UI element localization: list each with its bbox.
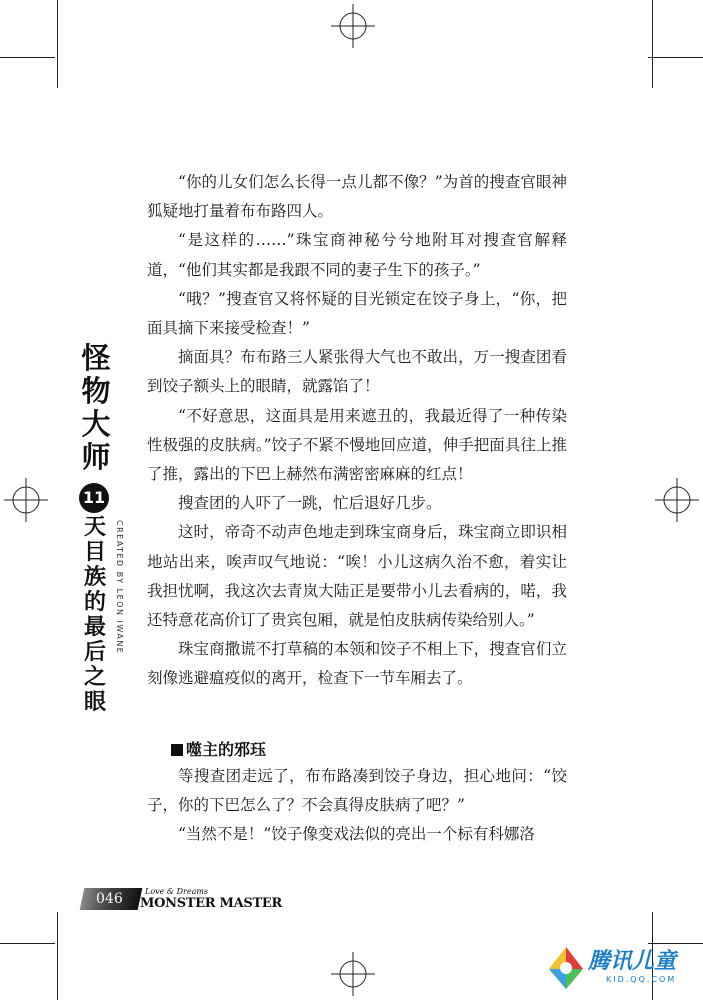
series-name: MONSTER MASTER [140,896,282,911]
registration-mark-top-icon [331,4,375,48]
paragraph: “你的儿女们怎么长得一点儿都不像？”为首的搜查官眼神狐疑地打量着布布路四人。 [147,173,567,221]
registration-mark-left-icon [4,478,48,522]
volume-badge: 11 [79,483,109,513]
square-bullet-icon [171,744,183,756]
book-title: 怪物大师 [81,341,111,474]
section-heading [147,738,567,762]
crop-mark [57,912,58,1000]
paragraph: “不好意思，这面具是用来遮丑的，我最近得了一种传染性极强的皮肤病。”饺子不紧不慢地回应道，伸手把面具往上推了推，露出的下巴上赫然布满密密麻麻的红点！ [147,406,567,484]
paragraph: 等搜查团走远了，布布路凑到饺子身边，担心地问：“饺子，你的下巴怎么了？不会真得皮肤病了吧？” [147,766,567,814]
paragraph: 搜查团的人吓了一跳，忙后退好几步。 [178,494,442,513]
crop-mark [0,943,55,944]
crop-mark [648,57,703,58]
qq-kids-logo-icon [547,945,585,991]
crop-mark [652,0,653,88]
paragraph: “是这样的……”珠宝商神秘兮兮地附耳对搜查官解释道，“他们其实都是我跟不同的妻子生下的孩子。” [147,231,567,279]
paragraph: 摘面具？布布路三人紧张得大气也不敢出，万一搜查团看到饺子额头上的眼睛，就露馅了！ [147,348,567,396]
page-number: 046 [96,891,123,907]
paragraph: “哦？”搜查官又将怀疑的目光锁定在饺子身上，“你，把面具摘下来接受检查！” [147,289,567,338]
registration-mark-right-icon [655,478,699,522]
paragraph: 珠宝商撒谎不打草稿的本领和饺子不相上下，搜查官们立刻像逃避瘟疫似的离开，检查下一节车厢去了。 [147,640,567,688]
paragraph: 这时，帝奇不动声色地走到珠宝商身后，珠宝商立即识相地站出来，唉声叹气地说：“唉！小儿这病久治不愈，着实让我担忧啊，我这次去青岚大陆正是要带小儿去看病的，喏，我还特意花高价订了贵宾包厢，就是怕皮肤病传染给别人。” [147,523,567,630]
section-heading-text: 噬主的邪珏 [186,739,267,759]
watermark-url: KID.QQ.COM [606,975,677,984]
series-tagline: Love & Dreams [145,887,209,896]
body-text [147,168,567,849]
author-credit: CREATED BY LEON IWANE [115,520,124,655]
registration-mark-bottom-icon [331,952,375,996]
crop-mark [0,57,55,58]
crop-mark [57,0,58,88]
watermark-name: 腾讯儿童 [588,949,677,974]
book-subtitle: 天目族的最后之眼 [83,515,106,715]
paragraph: “当然不是！”饺子像变戏法似的亮出一个标有科娜洛 [178,825,535,844]
